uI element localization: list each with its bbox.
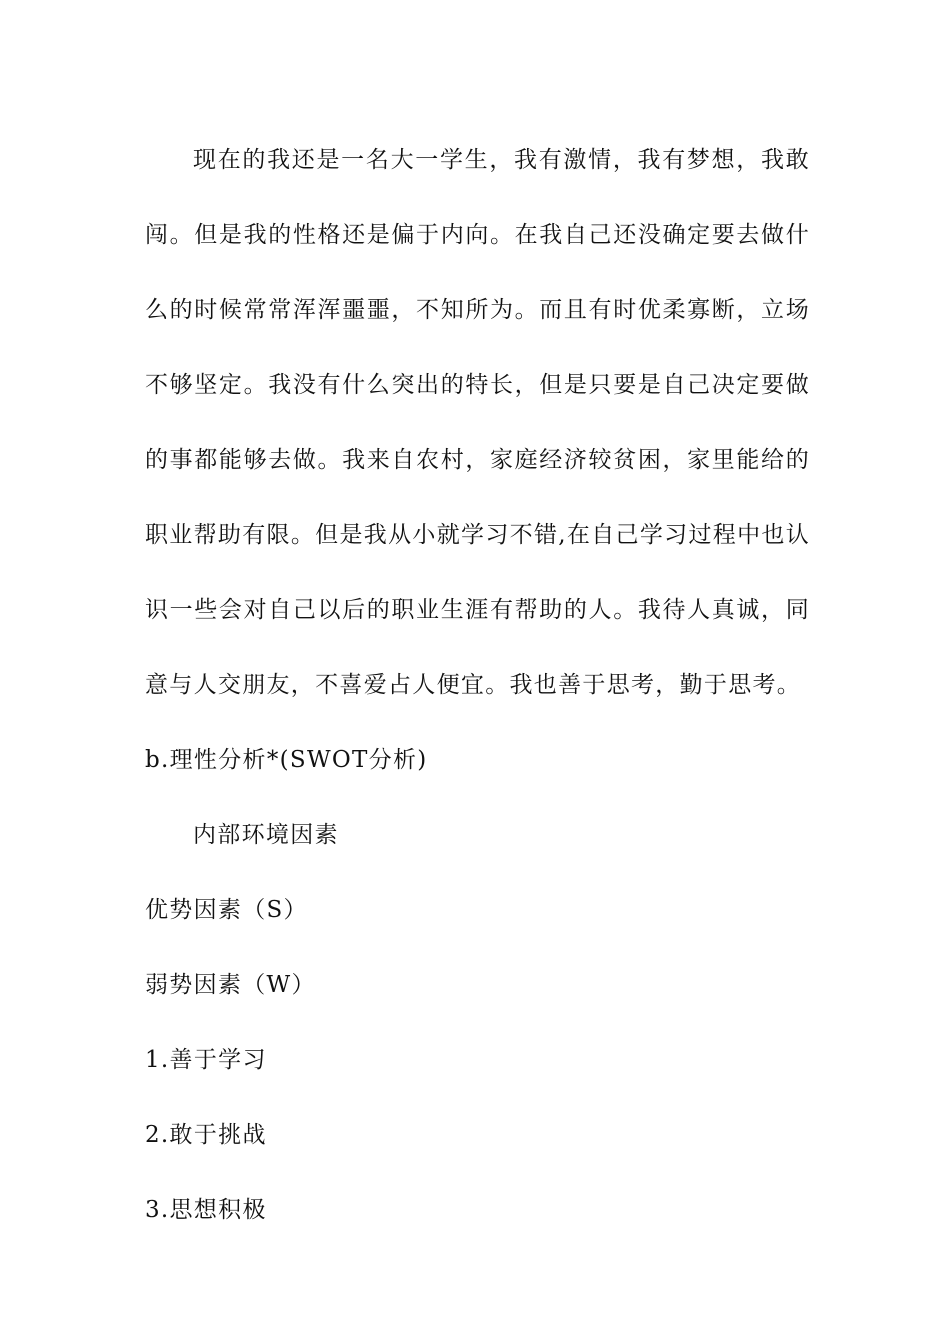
strengths-label: 优势因素（S） xyxy=(145,897,308,923)
list-item: 2.敢于挑战 xyxy=(145,1122,267,1148)
internal-factors-label: 内部环境因素 xyxy=(193,822,339,848)
list-item: 3.思想积极 xyxy=(145,1197,267,1223)
document-body xyxy=(145,123,810,1248)
list-item: 1.善于学习 xyxy=(145,1047,267,1073)
section-heading: b.理性分析*(SWOT分析) xyxy=(145,747,428,773)
self-description-paragraph: 现在的我还是一名大一学生，我有激情，我有梦想，我敢闯。但是我的性格还是偏于内向。在我自己还没确定要去做什么的时候常常浑浑噩噩，不知所为。而且有时优柔寡断，立场不够坚定。我没有什么突出的特长，但是只要是自己决定要做的事都能够去做。我来自农村，家庭经济较贫困，家里能给的职业帮助有限。但是我从小就学习不错,在自己学习过程中也认识一些会对自己以后的职业生涯有帮助的人。我待人真诚，同意与人交朋友，不喜爱占人便宜。我也善于思考，勤于思考。 xyxy=(145,147,810,698)
weaknesses-label: 弱势因素（W） xyxy=(145,972,316,998)
